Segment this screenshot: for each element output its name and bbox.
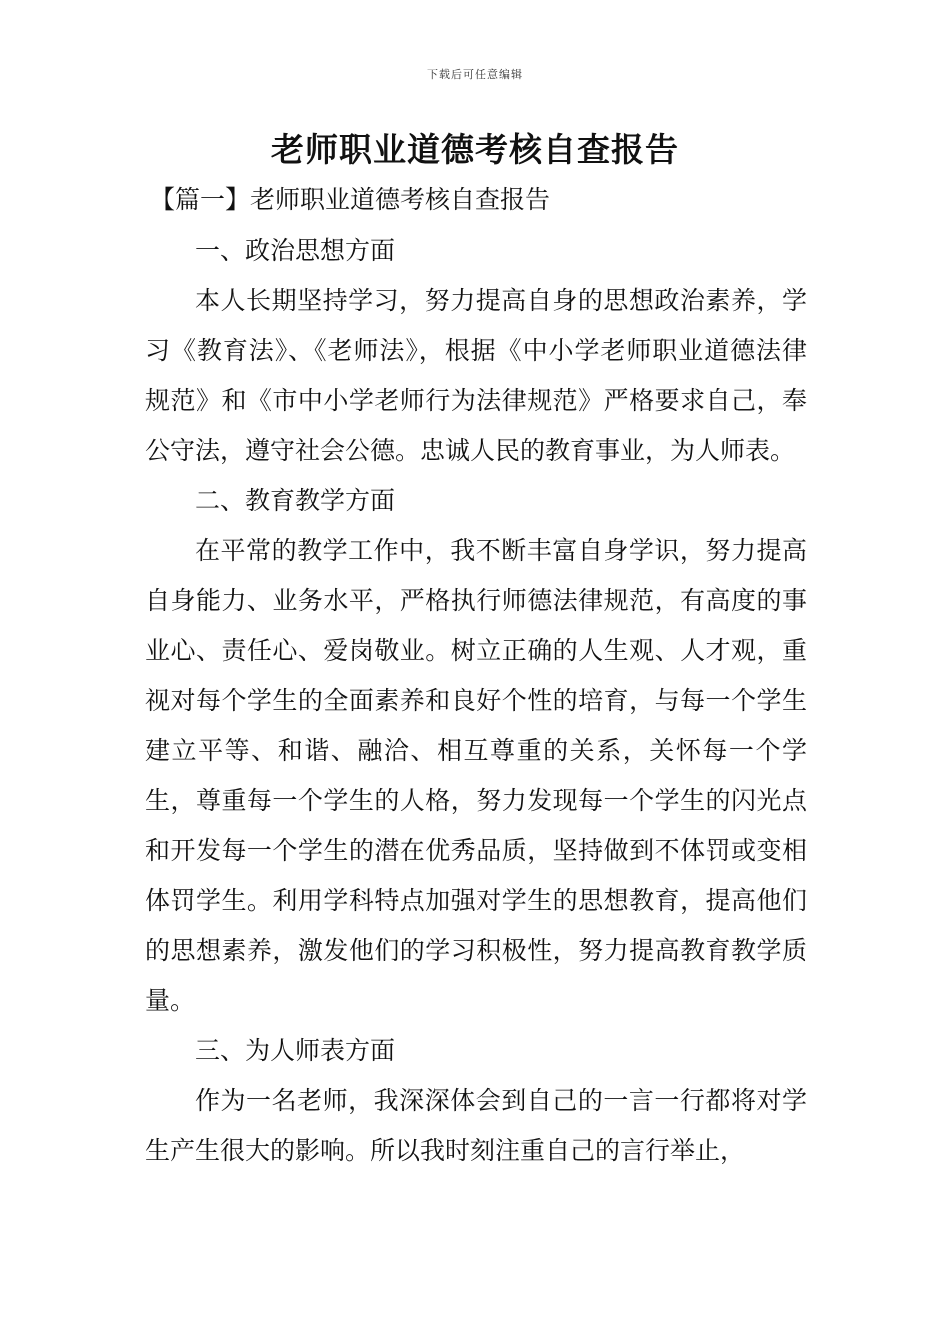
section-heading: 【篇一】老师职业道德考核自查报告 xyxy=(150,185,551,214)
document-body xyxy=(145,226,807,1176)
paragraph-role-model: 作为一名老师，我深深体会到自己的一言一行都将对学生产生很大的影响。所以我时刻注重自己的言行举止， xyxy=(145,1086,807,1165)
subheading-teaching: 二、教育教学方面 xyxy=(195,486,396,515)
subheading-politics: 一、政治思想方面 xyxy=(195,236,396,265)
paragraph-teaching: 在平常的教学工作中，我不断丰富自身学识，努力提高自身能力、业务水平，严格执行师德法律规范，有高度的事业心、责任心、爱岗敬业。树立正确的人生观、人才观，重视对每个学生的全面素养和良好个性的培育，与每一个学生建立平等、和谐、融洽、相互尊重的关系，关怀每一个学生，尊重每一个学生的人格，努力发现每一个学生的闪光点和开发每一个学生的潜在优秀品质，坚持做到不体罚或变相体罚学生。利用学科特点加强对学生的思想教育，提高他们的思想素养，激发他们的学习积极性，努力提高教育教学质量。 xyxy=(145,536,807,1015)
document-title: 老师职业道德考核自查报告 xyxy=(271,130,679,169)
header-note: 下载后可任意编辑 xyxy=(427,68,523,81)
subheading-role-model: 三、为人师表方面 xyxy=(195,1036,396,1065)
paragraph-politics: 本人长期坚持学习，努力提高自身的思想政治素养，学习《教育法》、《老师法》，根据《中小学老师职业道德法律规范》和《市中小学老师行为法律规范》严格要求自己，奉公守法，遵守社会公德。忠诚人民的教育事业，为人师表。 xyxy=(145,286,807,465)
